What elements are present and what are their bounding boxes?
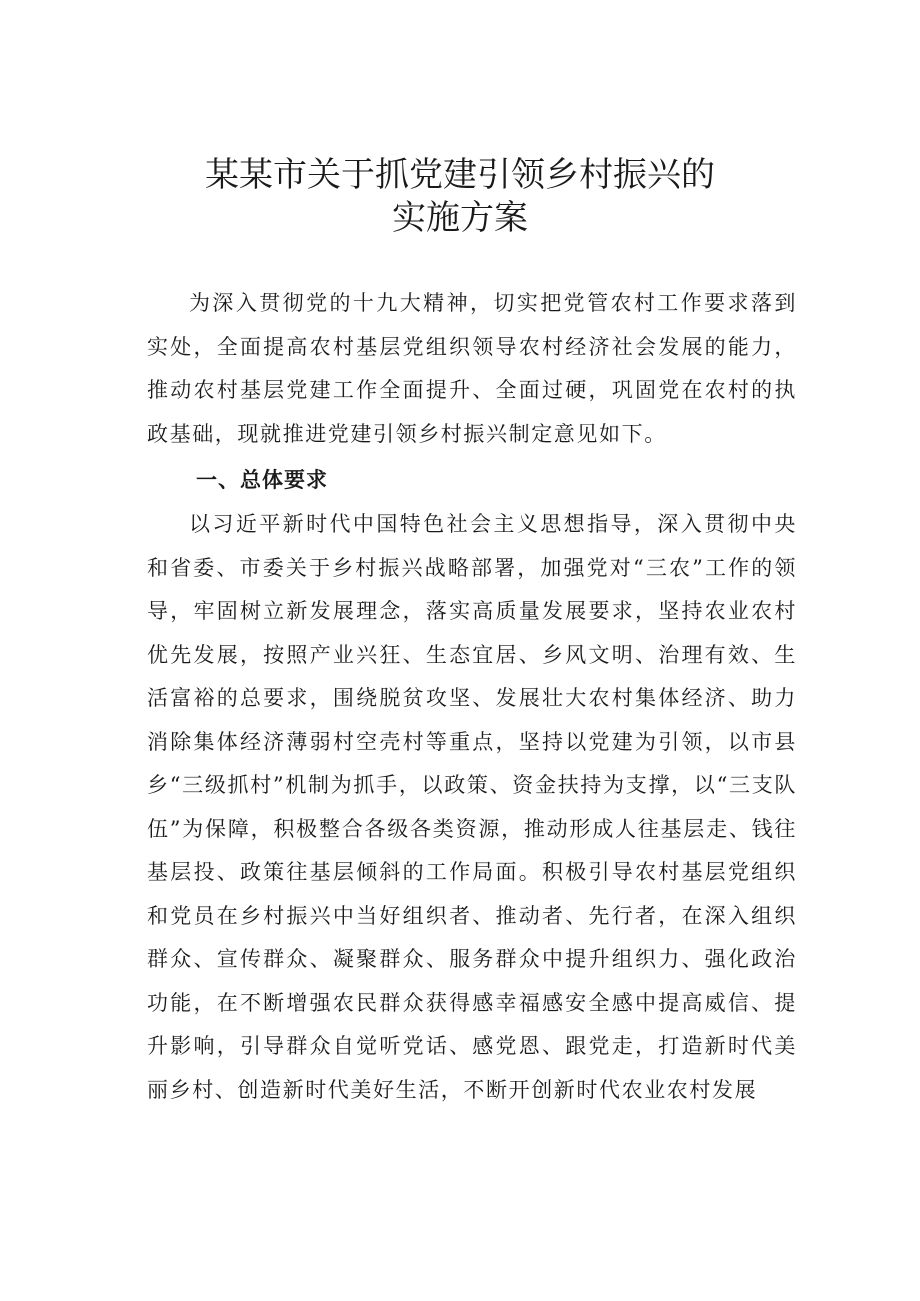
- document-title-line-1: 某某市关于抓党建引领乡村振兴的: [205, 155, 715, 195]
- intro-paragraph: 为深入贯彻党的十九大精神，切实把党管农村工作要求落到实处，全面提高农村基层党组织领导农村经济社会发展的能力，推动农村基层党建工作全面提升、全面过硬，巩固党在农村的执政基础，现就推进党建引领乡村振兴制定意见如下。: [147, 291, 797, 446]
- section-paragraph: 以习近平新时代中国特色社会主义思想指导，深入贯彻中央和省委、市委关于乡村振兴战略部署，加强党对“三农”工作的领导，牢固树立新发展理念，落实高质量发展要求，坚持农业农村优先发展，按照产业兴狂、生态宜居、乡风文明、治理有效、生活富裕的总要求，围绕脱贫攻坚、发展壮大农村集体经济、助力消除集体经济薄弱村空壳村等重点，坚持以党建为引领，以市县乡“三级抓村”机制为抓手，以政策、资金扶持为支撑，以“三支队伍”为保障，积极整合各级各类资源，推动形成人往基层走、钱往基层投、政策往基层倾斜的工作局面。积极引导农村基层党组织和党员在乡村振兴中当好组织者、推动者、先行者，在深入组织群众、宣传群众、凝聚群众、服务群众中提升组织力、强化政治功能，在不断增强农民群众获得感幸福感安全感中提高威信、提升影响，引导群众自觉听党话、感党恩、跟党走，打造新时代美丽乡村、创造新时代美好生活，不断开创新时代农业农村发展: [147, 512, 797, 1102]
- document-title-line-2: 实施方案: [392, 198, 528, 238]
- section-heading: 一、总体要求: [196, 468, 328, 492]
